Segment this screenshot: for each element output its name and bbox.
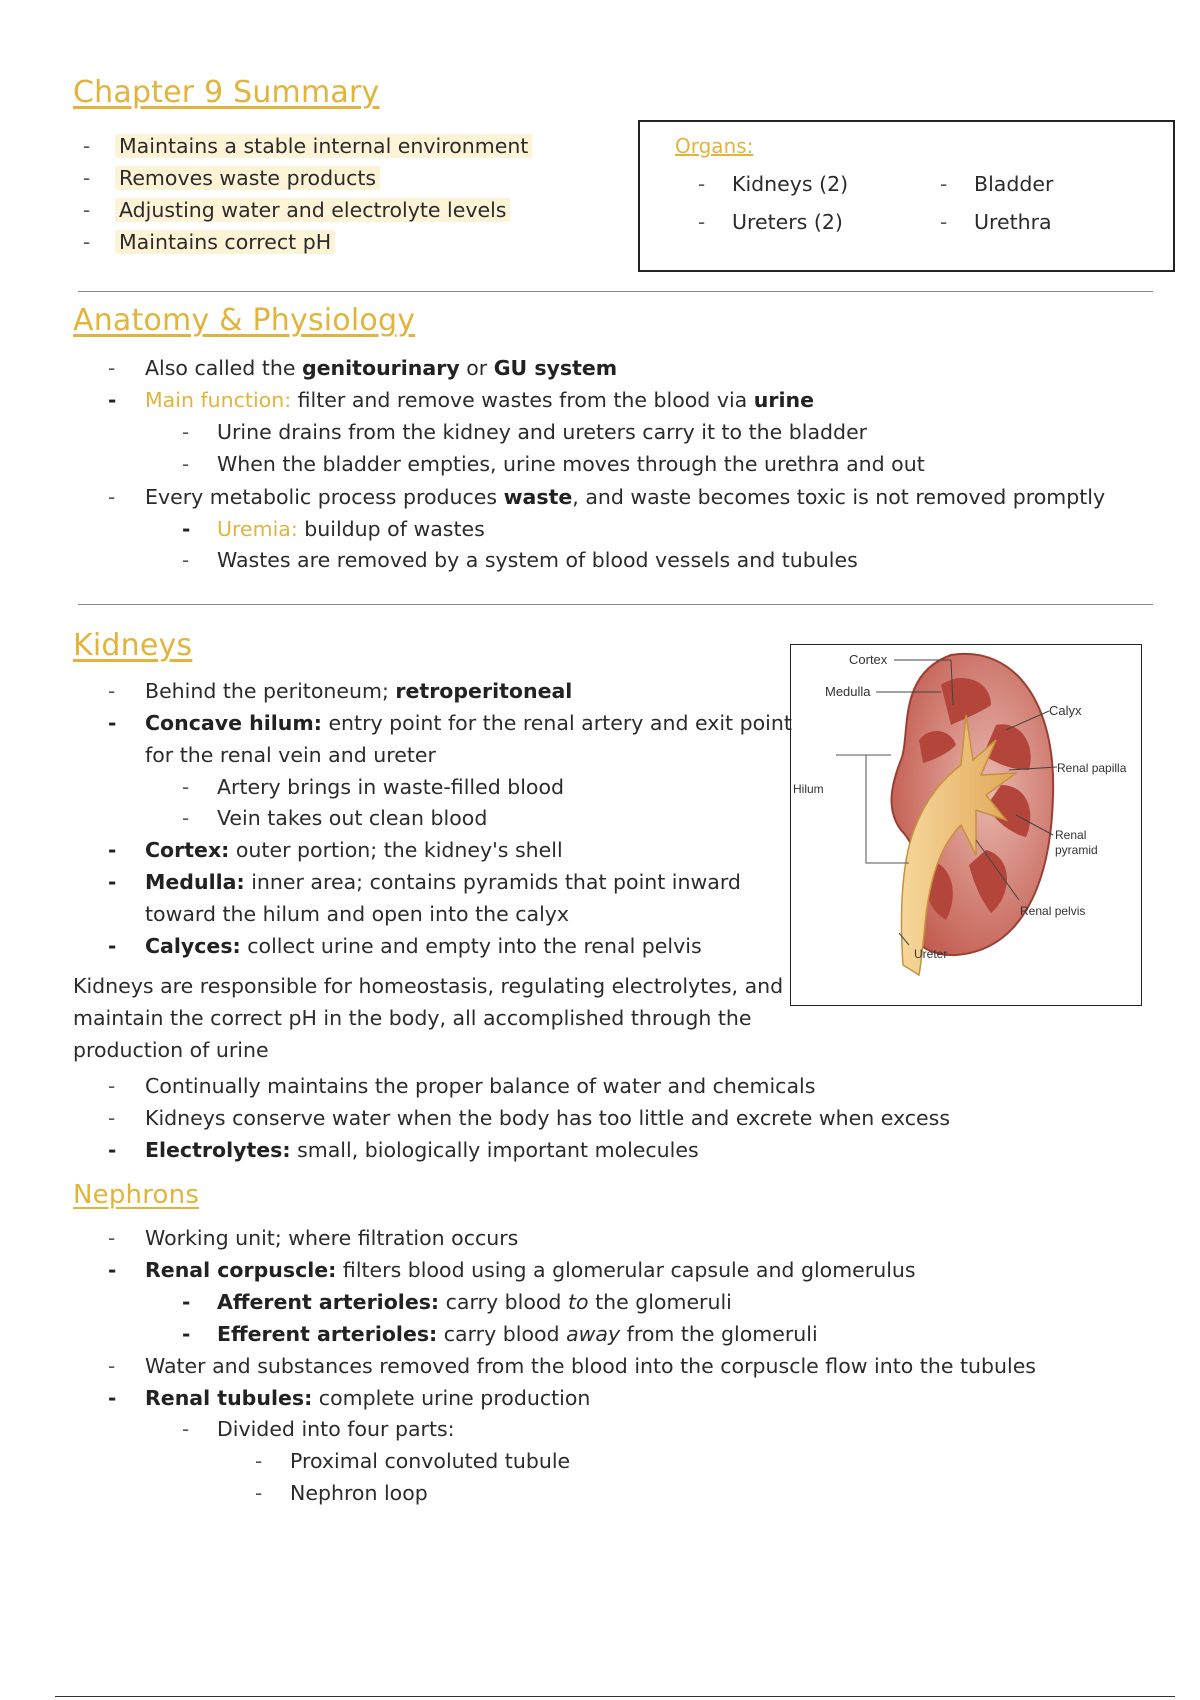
bullet-dash: - — [698, 210, 706, 234]
bullet-dash: - — [108, 485, 116, 509]
organ-item: Kidneys (2) — [732, 172, 849, 196]
list-item: Medulla: inner area; contains pyramids that point inward — [145, 870, 741, 894]
label-hilum: Hilum — [793, 782, 824, 796]
bullet-dash: - — [182, 775, 190, 799]
paragraph-line: Kidneys are responsible for homeostasis, regulating electrolytes, and — [73, 974, 784, 998]
label-renal-pyramid-2: pyramid — [1055, 843, 1098, 857]
list-item: Urine drains from the kidney and ureters carry it to the bladder — [217, 420, 868, 444]
bullet-dash: - — [108, 679, 116, 703]
list-item: Renal tubules: complete urine production — [145, 1386, 591, 1410]
list-item: Renal corpuscle: filters blood using a glomerular capsule and glomerulus — [145, 1258, 916, 1282]
bullet-dash: - — [83, 198, 91, 222]
bullet-dash: - — [83, 134, 91, 158]
list-item: Artery brings in waste-filled blood — [217, 775, 565, 799]
list-item: Behind the peritoneum; retroperitoneal — [145, 679, 573, 703]
bullet-dash: - — [108, 711, 117, 735]
list-item: Proximal convoluted tubule — [290, 1449, 571, 1473]
divider — [78, 604, 1153, 605]
bullet-dash: - — [182, 1290, 191, 1314]
bullet-dash: - — [108, 1386, 117, 1410]
bullet-dash: - — [108, 388, 117, 412]
paragraph-line: production of urine — [73, 1038, 269, 1062]
bullet-dash: - — [182, 548, 190, 572]
label-cortex: Cortex — [849, 652, 888, 667]
bullet-dash: - — [108, 356, 116, 380]
list-item: Cortex: outer portion; the kidney's shell — [145, 838, 563, 862]
bullet-dash: - — [182, 452, 190, 476]
kidney-diagram — [791, 645, 1140, 1004]
list-item: Wastes are removed by a system of blood vessels and tubules — [217, 548, 858, 572]
label-medulla: Medulla — [825, 684, 871, 699]
bullet-dash: - — [108, 870, 117, 894]
bullet-dash: - — [255, 1449, 263, 1473]
list-item: Efferent arterioles: carry blood away from the glomeruli — [217, 1322, 818, 1346]
kidney-illustration — [790, 644, 1142, 1006]
list-item: Calyces: collect urine and empty into the renal pelvis — [145, 934, 702, 958]
list-item: Water and substances removed from the blood into the corpuscle flow into the tubules — [145, 1354, 1036, 1378]
organ-item: Ureters (2) — [732, 210, 843, 234]
list-item: Uremia: buildup of wastes — [217, 517, 485, 541]
organ-item: Urethra — [974, 210, 1052, 234]
list-item: Electrolytes: small, biologically important molecules — [145, 1138, 699, 1162]
list-item: Kidneys conserve water when the body has too little and excrete when excess — [145, 1106, 951, 1130]
page-bottom-rule — [55, 1696, 1175, 1697]
bullet-dash: - — [108, 1354, 116, 1378]
organs-title: Organs: — [675, 134, 754, 158]
list-item: Divided into four parts: — [217, 1417, 455, 1441]
list-item: Adjusting water and electrolyte levels — [115, 194, 510, 226]
list-item-continued: toward the hilum and open into the calyx — [145, 902, 570, 926]
bullet-dash: - — [108, 934, 117, 958]
section-title-nephrons: Nephrons — [73, 1180, 200, 1210]
divider — [78, 291, 1153, 292]
label-renal-papilla: Renal papilla — [1057, 761, 1127, 775]
bullet-dash: - — [182, 1322, 191, 1346]
bullet-dash: - — [940, 210, 948, 234]
bullet-dash: - — [698, 172, 706, 196]
list-item: Vein takes out clean blood — [217, 806, 488, 830]
list-item: Nephron loop — [290, 1481, 428, 1505]
label-calyx: Calyx — [1049, 703, 1082, 718]
list-item: Main function: filter and remove wastes from the blood via urine — [145, 388, 814, 412]
bullet-dash: - — [255, 1481, 263, 1505]
paragraph-line: maintain the correct pH in the body, all accomplished through the — [73, 1006, 752, 1030]
list-item: Maintains correct pH — [115, 226, 335, 258]
bullet-dash: - — [182, 517, 191, 541]
bullet-dash: - — [108, 1106, 116, 1130]
organ-item: Bladder — [974, 172, 1054, 196]
bullet-dash: - — [108, 1226, 116, 1250]
list-item: Every metabolic process produces waste, and waste becomes toxic is not removed promptly — [145, 485, 1106, 509]
list-item: Removes waste products — [115, 162, 380, 194]
bullet-dash: - — [108, 1074, 116, 1098]
section-title-anatomy: Anatomy & Physiology — [73, 303, 416, 338]
list-item: Concave hilum: entry point for the renal artery and exit point — [145, 711, 792, 735]
list-item: Also called the genitourinary or GU system — [145, 356, 618, 380]
bullet-dash: - — [182, 806, 190, 830]
bullet-dash: - — [940, 172, 948, 196]
list-item: When the bladder empties, urine moves through the urethra and out — [217, 452, 925, 476]
list-item: Maintains a stable internal environment — [115, 130, 532, 162]
bullet-dash: - — [108, 1258, 117, 1282]
organs-box — [638, 120, 1175, 272]
section-title-kidneys: Kidneys — [73, 628, 193, 663]
list-item: Afferent arterioles: carry blood to the glomeruli — [217, 1290, 732, 1314]
list-item: Working unit; where filtration occurs — [145, 1226, 519, 1250]
chapter-title: Chapter 9 Summary — [73, 75, 380, 110]
bullet-dash: - — [108, 838, 117, 862]
bullet-dash: - — [182, 420, 190, 444]
list-item-continued: for the renal vein and ureter — [145, 743, 436, 767]
label-renal-pelvis: Renal pelvis — [1020, 904, 1086, 918]
list-item: Continually maintains the proper balance of water and chemicals — [145, 1074, 816, 1098]
label-renal-pyramid: Renal — [1055, 828, 1087, 842]
bullet-dash: - — [83, 166, 91, 190]
bullet-dash: - — [108, 1138, 117, 1162]
label-ureter: Ureter — [914, 947, 948, 961]
bullet-dash: - — [83, 230, 91, 254]
bullet-dash: - — [182, 1417, 190, 1441]
